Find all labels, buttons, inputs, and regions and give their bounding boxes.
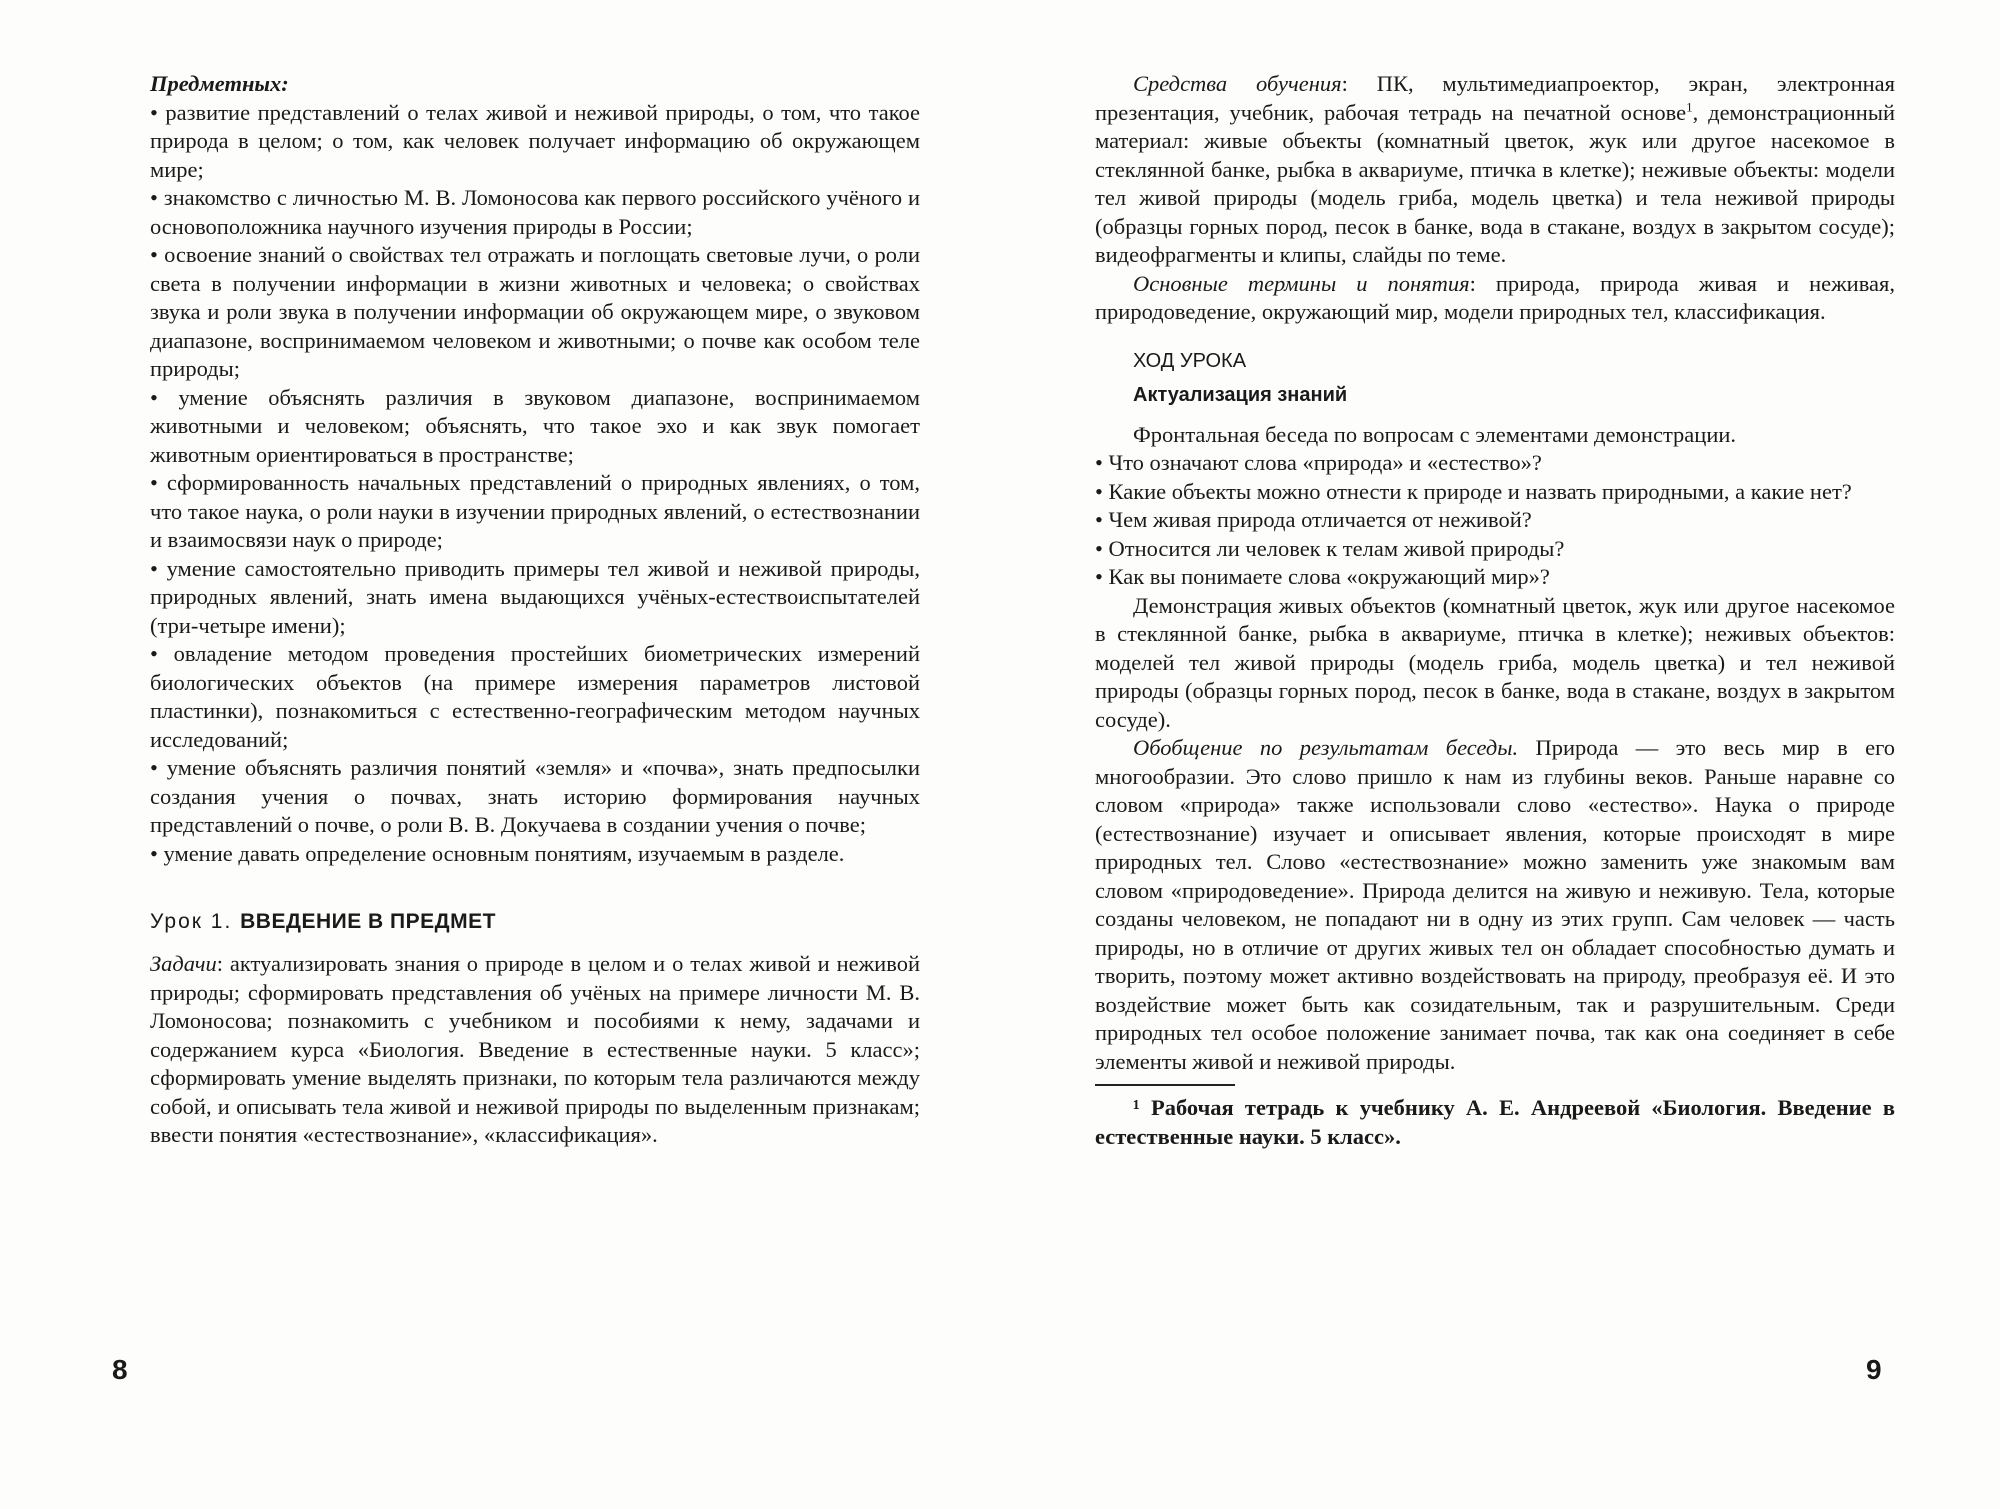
question-item: • Какие объекты можно отнести к природе и назвать природными, а какие нет? (1095, 478, 1852, 504)
outcome-item: • умение объяснять различия в звуковом диапазоне, воспринимаемом животными и человеком; объяснять, что такое эхо и как звук помогает животным ориентироваться в пространстве; (150, 384, 920, 467)
means-text-a: : ПК, мультимедиапроектор, экран, электронная презентация, учебник, рабочая тетрадь на печатной основе (1095, 71, 1895, 125)
right-page (1095, 70, 1895, 1151)
tasks-text: : актуализировать знания о природе в целом и о телах живой и неживой природы; сформировать представления об учёных на примере личности М. В. Ломоносова; познакомить с учебником и пособиями к нему, задачами и содержанием курса «Биология. Введение в естественные науки. 5 класс»; сформировать умение выделять признаки, по которым тела различаются между собой, и описывать тела живой и неживой природы по выделенным признакам; ввести понятия «естествознание», «классификация». (150, 951, 920, 1147)
summary-label: Обобщение по результатам беседы. (1133, 735, 1519, 760)
frontal-talk-intro: Фронтальная беседа по вопросам с элементами демонстрации. (1133, 421, 1737, 447)
questions-list (1095, 449, 1895, 592)
page-number-right: 9 (1866, 1354, 1882, 1385)
terms-label: Основные термины и понятия (1133, 270, 1470, 296)
outcome-item: • сформированность начальных представлений о природных явлениях, о том, что такое наука, о роли науки в изучении природных явлений, о естествознании и взаимосвязи наук о природе; (150, 470, 920, 552)
outcome-item: • знакомство с личностью М. В. Ломоносова как первого российского учёного и основоположника научного изучения природы в России; (150, 185, 920, 239)
lesson-tasks (150, 950, 920, 1150)
learning-outcomes-list (150, 99, 920, 869)
lesson-label: Урок 1. (150, 910, 233, 933)
subject-results-heading: Предметных: (150, 71, 289, 96)
outcome-item: • умение самостоятельно приводить примеры тел живой и неживой природы, природных явлений, знать имена выдающихся учёных-естествоиспытателей (три-четыре имени); (150, 555, 920, 638)
outcome-item: • умение давать определение основным понятиям, изучаемым в разделе. (150, 840, 845, 866)
teaching-means (1095, 70, 1895, 270)
footnote: ¹ Рабочая тетрадь к учебнику А. Е. Андреевой «Биология. Введение в естественные науки. 5 класс». (1095, 1095, 1895, 1149)
left-page (150, 70, 920, 1150)
outcome-item: • развитие представлений о телах живой и неживой природы, о том, что такое природа в целом; о том, как человек получает информацию об окружающем мире; (150, 99, 920, 182)
footnote-divider (1095, 1084, 1235, 1086)
terms-text: : природа, природа живая и неживая, природоведение, окружающий мир, модели природных тел, классификация. (1095, 270, 1895, 324)
question-item: • Чем живая природа отличается от неживой? (1095, 507, 1532, 532)
outcome-item: • овладение методом проведения простейших биометрических измерений биологических объектов (на примере измерения параметров листовой пластинки), познакомиться с естественно-географическим методом научных исследований; (150, 641, 920, 752)
outcome-item: • умение объяснять различия понятий «земля» и «почва», знать предпосылки создания учения о почвах, знать историю формирования научных представлений о почве, о роли В. В. Докучаева в создании учения о почве; (150, 755, 920, 837)
outcome-item: • освоение знаний о свойствах тел отражать и поглощать световые лучи, о роли света в получении информации в жизни животных и человека; о свойствах звука и роли звука в получении информации об окружающем мире, о звуковом диапазоне, воспринимаемом человеком и животными; о почве как особом теле природы; (150, 242, 920, 381)
key-terms (1095, 270, 1895, 327)
means-text-b: , демонстрационный материал: живые объекты (комнатный цветок, жук или другое насекомое в стеклянной банке, рыбка в аквариуме, птичка в клетке); неживые объекты: модели тел живой природы (модель гриба, модель цветка) и тела неживой природы (образцы горных пород, песок в банке, вода в стакане, воздух в закрытом сосуде); видеофрагменты и клипы, слайды по теме. (1095, 99, 1895, 267)
means-label: Средства обучения (1133, 71, 1342, 96)
knowledge-update-heading: Актуализация знаний (1133, 383, 1348, 406)
footnote-mark: 1 (1686, 99, 1693, 114)
demonstration-text: Демонстрация живых объектов (комнатный цветок, жук или другое насекомое в стеклянной банке, рыбка в аквариуме, птичка в клетке); неживых объектов: моделей тел живой природы (модель гриба, модель цветка) и тел неживой природы (образцы горных пород, песок в банке, вода в стакане, воздух в закрытом сосуде). (1095, 592, 1895, 732)
question-item: • Относится ли человек к телам живой природы? (1095, 535, 1565, 561)
question-item: • Что означают слова «природа» и «естество»? (1095, 450, 1542, 475)
lesson-title: ВВЕДЕНИЕ В ПРЕДМЕТ (240, 910, 496, 933)
page-number-left: 8 (112, 1354, 128, 1385)
tasks-label: Задачи (150, 951, 217, 976)
lesson-heading (150, 908, 920, 936)
summary-text: Природа — это весь мир в его многообразии. Это слово пришло к нам из глубины веков. Раньше наравне со словом «природа» также использовали слово «естество». Наука о природе (естествознание) изучает и описывает явления, которые происходят в мире природных тел. Слово «естествознание» можно заменить уже знакомым вам словом «природоведение». Природа делится на живую и неживую. Тела, которые созданы человеком, не попадают ни в одну из этих групп. Сам человек — часть природы, но в отличие от других живых тел он обладает способностью думать и творить, поэтому может активно воздействовать на природу, преобразуя её. И это воздействие может быть как созидательным, так и разрушительным. Среди природных тел особое положение занимает почва, так как она соединяет в себе элементы живой и неживой природы. (1095, 735, 1895, 1074)
lesson-course-heading: ХОД УРОКА (1133, 349, 1247, 372)
question-item: • Как вы понимаете слова «окружающий мир»? (1095, 564, 1550, 589)
summary-paragraph (1095, 734, 1895, 1076)
